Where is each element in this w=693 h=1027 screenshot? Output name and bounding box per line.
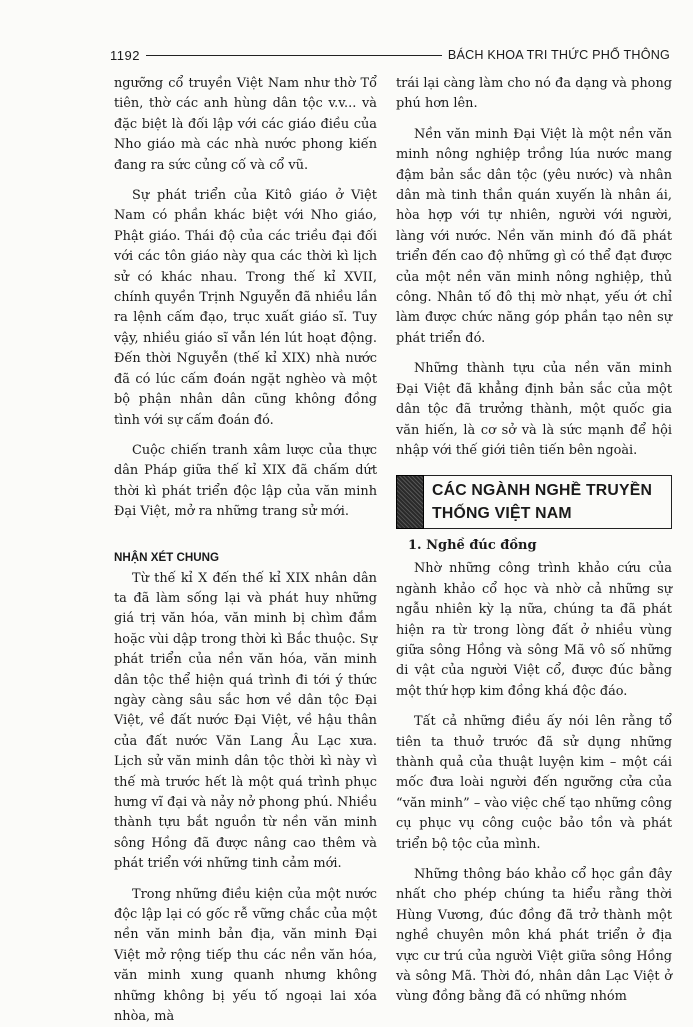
page-number: 1192 — [110, 47, 140, 63]
section-title: CÁC NGÀNH NGHỀ TRUYỀN THỐNG VIỆT NAM — [424, 475, 672, 529]
right-column — [396, 74, 672, 1008]
header-rule — [146, 55, 442, 56]
paragraph: Những thành tựu của nền văn minh Đại Việt đã khẳng định bản sắc của một dân tộc đã trưởng thành, một quốc gia văn hiến, là cơ sở và là sức mạnh để hội nhập với thế giới tiên tiến bên ngoài. — [396, 361, 672, 458]
paragraph: trái lại càng làm cho nó đa dạng và phong phú hơn lên. — [396, 76, 672, 112]
paragraph: Trong những điều kiện của một nước độc lập lại có gốc rễ vững chắc của một nền văn minh bản địa, văn minh Đại Việt mở rộng tiếp thu các nền văn hóa, văn minh xung quanh nhưng không những không bị yếu tố ngoại lai xóa nhòa, mà — [114, 886, 377, 1025]
paragraph: Nhờ những công trình khảo cứu của ngành khảo cổ học và nhờ cả những sự ngẫu nhiên kỳ lạ nữa, chúng ta đã phát hiện ra từ trong lòng đất ở nhiều vùng giữa sông Hồng và sông Mã vô số những di vật của người Việt cổ, được đúc bằng một thứ hợp kim đồng khá độc đáo. — [396, 561, 672, 699]
section-marker — [396, 475, 424, 529]
paragraph: Tất cả những điều ấy nói lên rằng tổ tiên ta thuở trước đã sử dụng những thành quả của thuật luyện kim – một cái mốc đưa loài người đến ngưỡng cửa của “văn minh” – vào việc chế tạo những công cụ phục vụ công cuộc bảo tồn và phát triển bộ tộc của mình. — [396, 714, 672, 852]
left-column — [114, 74, 377, 1027]
paragraph: ngưỡng cổ truyền Việt Nam như thờ Tổ tiên, thờ các anh hùng dân tộc v.v... và đặc biệt là đối lập với các giáo điều của Nho giáo mà các nhà nước phong kiến đang ra sức củng cố và cổ vũ. — [114, 76, 377, 173]
paragraph: Từ thế kỉ X đến thế kỉ XIX nhân dân ta đã làm sống lại và phát huy những giá trị văn hóa, văn minh bị chìm đắm hoặc vùi dập trong thời kì Bắc thuộc. Sự phát triển của nền văn hóa, văn minh dân tộc thể hiện quá trình đi tới ý thức ngày càng sâu sắc hơn về dân tộc Đại Việt, về đất nước Đại Việt, về hậu thân của đất nước Văn Lang Âu Lạc xưa. Lịch sử văn minh dân tộc thời kì này vì thế mà trước hết là một quá trình phục hưng vĩ đại và nảy nở phong phú. Nhiều thành tựu bắt nguồn từ nền văn minh sông Hồng đã được nâng cao thêm và phát triển với những tinh cảm mới. — [114, 570, 377, 872]
paragraph: Những thông báo khảo cổ học gần đây nhất cho phép chúng ta hiểu rằng thời Hùng Vương, đúc đồng đã trở thành một nghề chuyên môn khá phát triển ở địa vực cư trú của người Việt giữa sông Hồng và sông Mã. Thời đó, nhân dân Lạc Việt ở vùng đồng bằng đã có những nhóm — [396, 867, 672, 1005]
running-title: BÁCH KHOA TRI THỨC PHỔ THÔNG — [447, 48, 670, 62]
section-heading-box — [396, 475, 672, 529]
paragraph: Cuộc chiến tranh xâm lược của thực dân Pháp giữa thế kỉ XIX đã chấm dứt thời kì phát triển độc lập của văn minh Đại Việt, mở ra những trang sử mới. — [114, 442, 377, 520]
paragraph: Sự phát triển của Kitô giáo ở Việt Nam có phần khác biệt với Nho giáo, Phật giáo. Thái độ của các triều đại đối với các tôn giáo này qua các thời kì lịch sử có khác nhau. Trong thế kỉ XVII, chính quyền Trịnh Nguyễn đã nhiều lần ra lệnh cấm đạo, trục xuất giáo sĩ. Tuy vậy, nhiều giáo sĩ vẫn lén lút hoạt động. Đến thời Nguyễn (thế kỉ XIX) nhà nước đã có lúc cấm đoán ngặt nghèo và một bộ phận nhân dân cũng không đồng tình với sự cấm đoán đó. — [114, 188, 377, 428]
subsection-title: 1. Nghề đúc đồng — [408, 538, 537, 554]
paragraph: Nền văn minh Đại Việt là một nền văn minh nông nghiệp trồng lúa nước mang đậm bản sắc dân tộc (yêu nước) và nhân dân mà tinh thần quán xuyến là nhân ái, hòa hợp với tự nhiên, người với người, làng với nước. Nền văn minh đó đã phát triển đến cao độ những gì có thể đạt được của một nền văn minh nông nghiệp, thủ công. Nhân tố đô thị mờ nhạt, yếu ớt chỉ làm được chức năng góp phần tạo nên sự phát triển đó. — [396, 126, 672, 346]
subheading: NHẬN XÉT CHUNG — [114, 550, 219, 564]
page-header — [110, 44, 670, 66]
